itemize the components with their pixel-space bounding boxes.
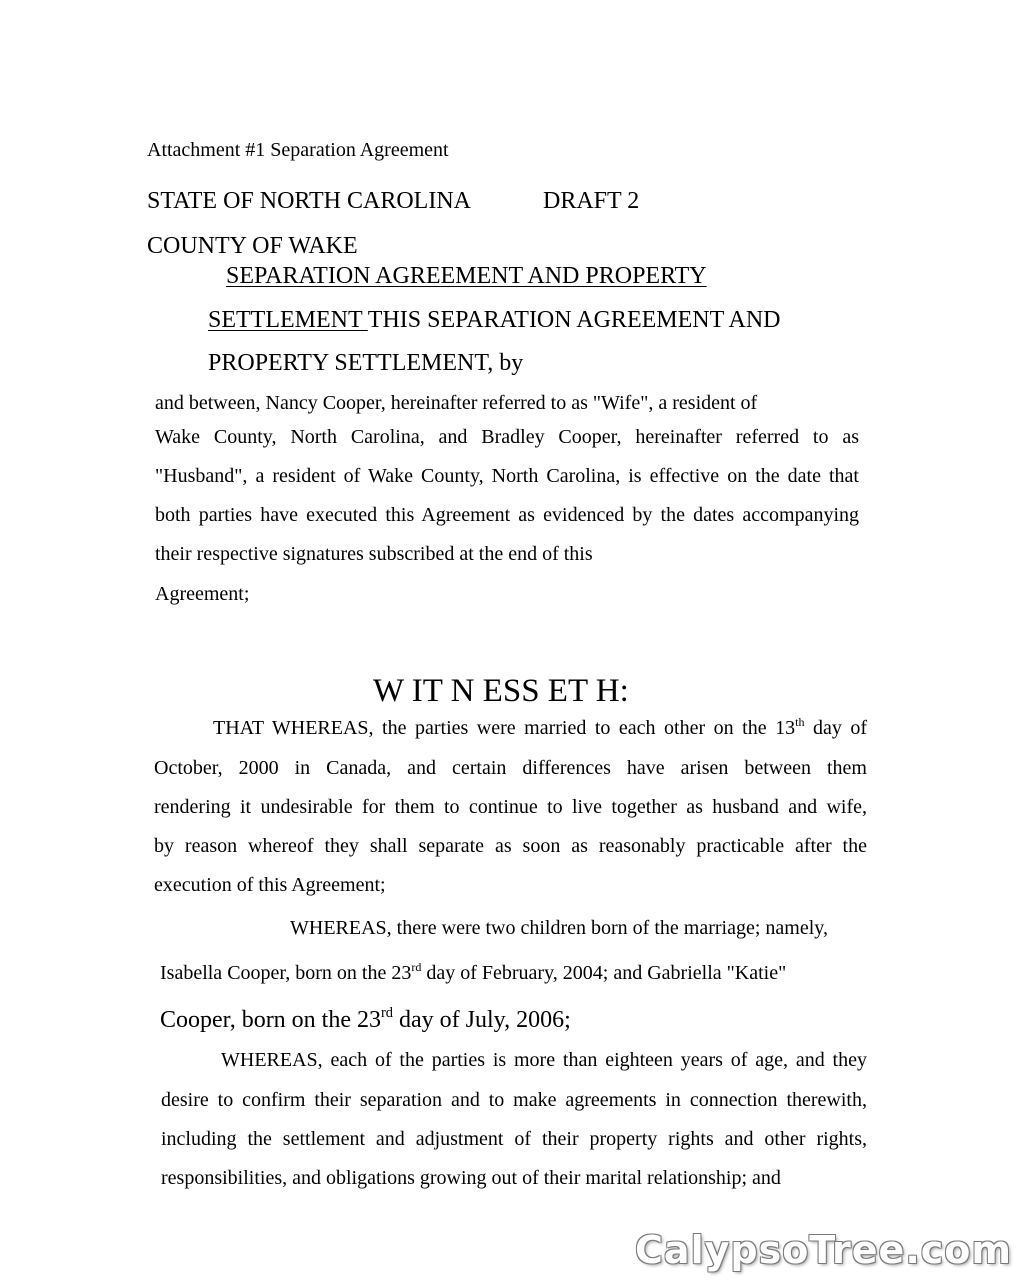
title-line-1: SEPARATION AGREEMENT AND PROPERTY bbox=[226, 263, 707, 289]
whereas1-line-1-end: day of bbox=[804, 717, 867, 739]
whereas1-line-3: rendering it undesirable for them to continue to live together as husband and wife, bbox=[154, 796, 867, 818]
intro-line-1: and between, Nancy Cooper, hereinafter referred to as "Wife", a resident of bbox=[155, 392, 758, 414]
title-line-2-rest: THIS SEPARATION AGREEMENT AND bbox=[367, 307, 781, 333]
title-line-2 bbox=[208, 308, 781, 332]
whereas2-line-2 bbox=[160, 960, 787, 984]
whereas1-line-1 bbox=[213, 715, 867, 739]
whereas1-line-5: execution of this Agreement; bbox=[154, 874, 386, 896]
intro-line-3: "Husband", a resident of Wake County, North Carolina, is effective on the date that bbox=[155, 465, 859, 487]
whereas1-line-4: by reason whereof they shall separate as soon as reasonably practicable after the bbox=[154, 835, 867, 857]
witnesseth-heading: W IT N ESS ET H: bbox=[373, 673, 629, 709]
intro-line-4: both parties have executed this Agreement as evidenced by the dates accompanying bbox=[155, 504, 859, 526]
whereas3-line-4: responsibilities, and obligations growing out of their marital relationship; and bbox=[161, 1167, 781, 1189]
draft-label: DRAFT 2 bbox=[543, 188, 640, 214]
whereas2-line-2-end: day of February, 2004; and Gabriella "Katie" bbox=[421, 962, 787, 984]
whereas2-line-2-text: Isabella Cooper, born on the 23 bbox=[160, 962, 412, 984]
title-line-3: PROPERTY SETTLEMENT, by bbox=[208, 350, 524, 376]
whereas1-line-1-text: THAT WHEREAS, the parties were married to each other on the 13 bbox=[213, 717, 796, 739]
whereas2-line-1: WHEREAS, there were two children born of the marriage; namely, bbox=[290, 917, 828, 939]
title-settlement-underlined: SETTLEMENT bbox=[208, 307, 368, 333]
whereas2-line-3-text: Cooper, born on the 23 bbox=[160, 1007, 382, 1033]
whereas2-line-3 bbox=[160, 1005, 571, 1033]
intro-line-5: their respective signatures subscribed at the end of this bbox=[155, 543, 593, 565]
whereas1-ordinal-suffix: th bbox=[795, 715, 805, 729]
intro-line-6: Agreement; bbox=[155, 583, 250, 605]
watermark-logo: CalypsoTree.com bbox=[635, 1228, 1012, 1272]
whereas2-line-3-end: day of July, 2006; bbox=[393, 1007, 571, 1033]
whereas2-ordinal-suffix-1: rd bbox=[411, 960, 422, 974]
whereas3-line-2: desire to confirm their separation and to make agreements in connection therewith, bbox=[161, 1089, 867, 1111]
whereas3-line-3: including the settlement and adjustment of their property rights and other rights, bbox=[161, 1128, 867, 1150]
county-heading: COUNTY OF WAKE bbox=[147, 233, 358, 259]
intro-line-2: Wake County, North Carolina, and Bradley Cooper, hereinafter referred to as bbox=[155, 426, 859, 448]
attachment-label: Attachment #1 Separation Agreement bbox=[147, 139, 449, 161]
state-heading: STATE OF NORTH CAROLINA bbox=[147, 188, 471, 214]
whereas3-line-1: WHEREAS, each of the parties is more than eighteen years of age, and they bbox=[221, 1049, 867, 1071]
whereas1-line-2: October, 2000 in Canada, and certain differences have arisen between them bbox=[154, 757, 867, 779]
whereas2-ordinal-suffix-2: rd bbox=[381, 1005, 394, 1021]
